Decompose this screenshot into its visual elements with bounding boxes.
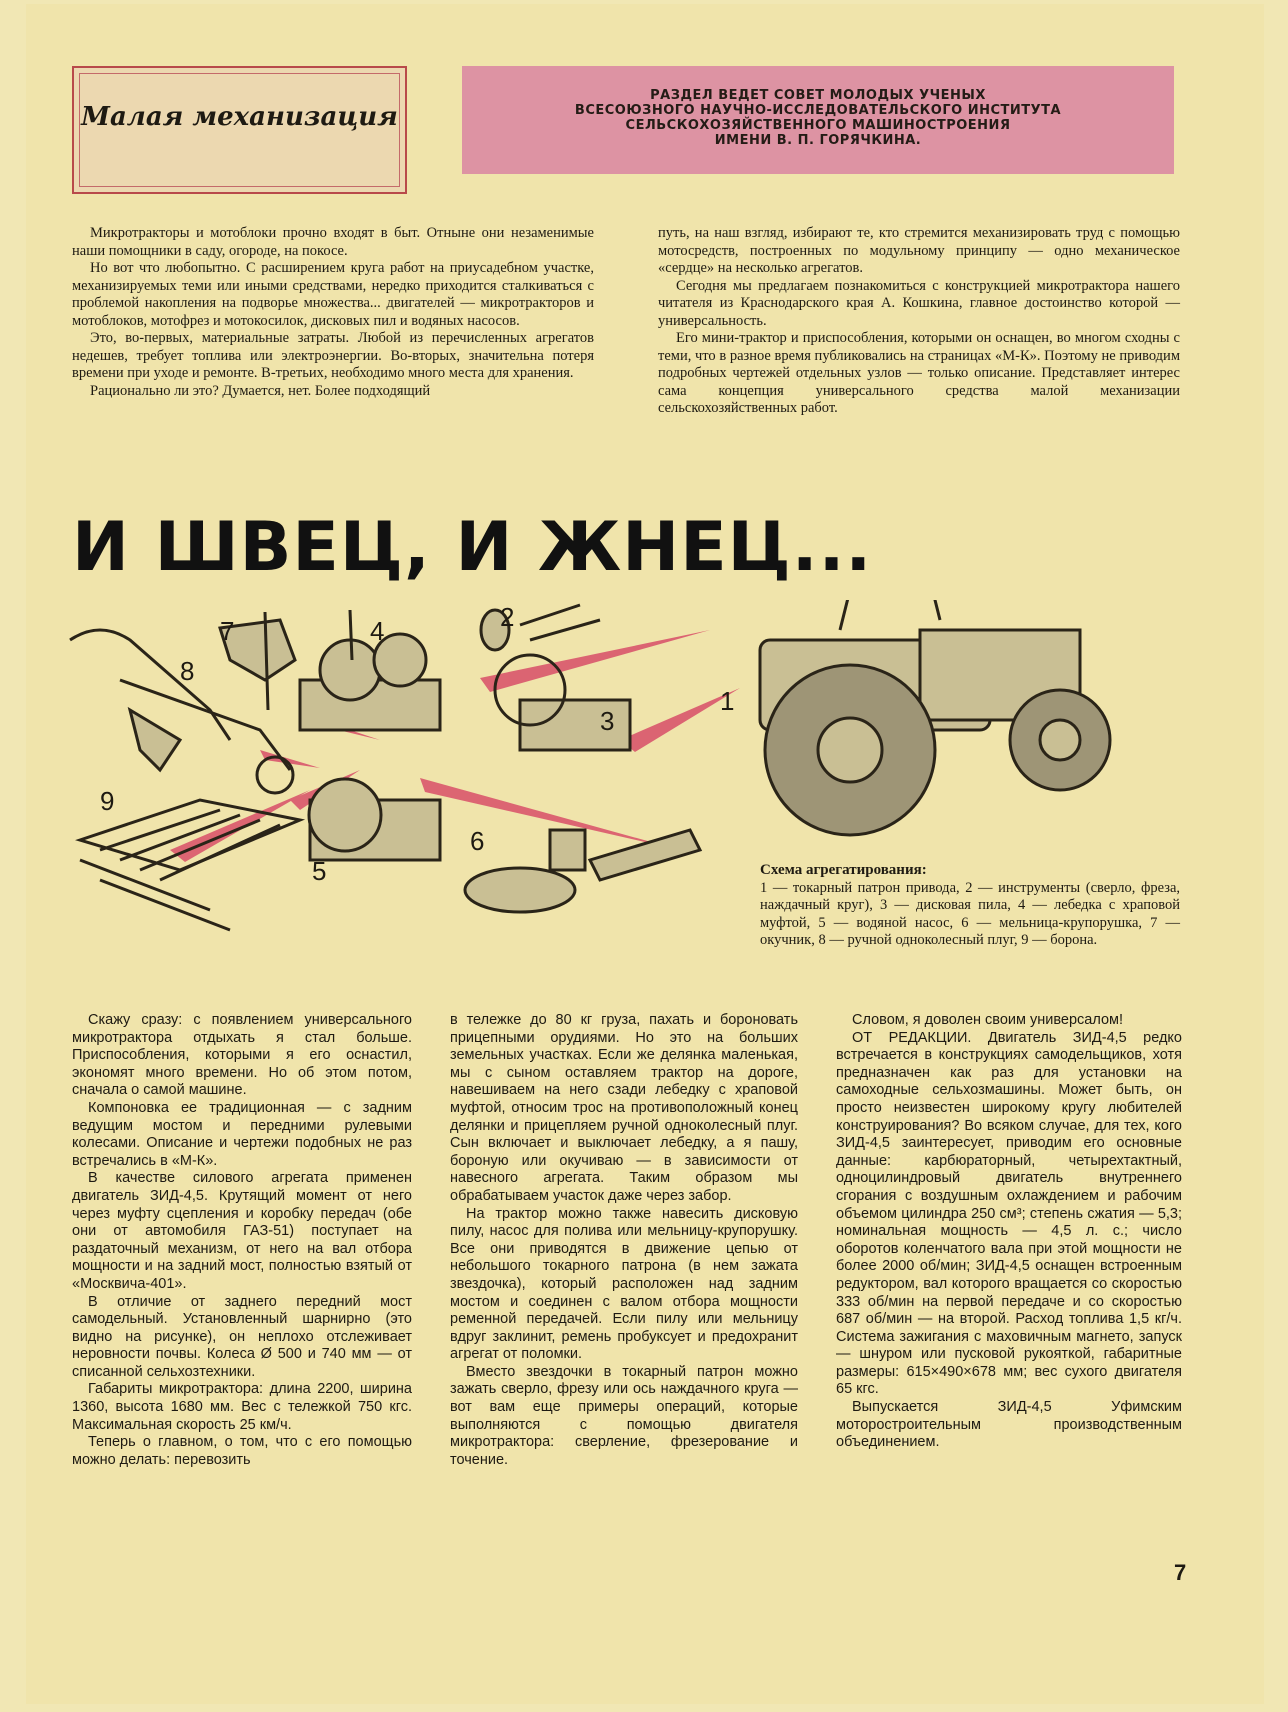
council-line: ИМЕНИ В. П. ГОРЯЧКИНА. [714,133,922,148]
figure-number: 2 [500,602,515,632]
article-column-3 [836,1012,1182,1452]
arrow-to-drill-tools [480,630,710,692]
council-line: СЕЛЬСКОХОЗЯЙСТВЕННОГО МАШИНОСТРОЕНИЯ [625,118,1011,133]
microtractor-drawing [760,600,1110,835]
article-paragraph: ОТ РЕДАКЦИИ. Двигатель ЗИД-4,5 редко встречается в конструкциях самодельщиков, хотя предназначен как раз для установки на самоходные сельхозмашины. Может быть, он просто неизвестен широкому кругу любителей конструирования? Во всяком случае, для тех, кого ЗИД-4,5 заинтересует, приводим его основные данные: карбюраторный, четырехтактный, одноцилиндровый двигатель внутреннего сгорания с воздушным охлаждением и рабочим объемом цилиндра 250 см³; степень сжатия — 5,3; номинальная мощность — 4,5 л. с.; число оборотов коленчатого вала при этой мощности не более 2000 об/мин; ЗИД-4,5 оснащен встроенным редуктором, вал которого вращается со скоростью 333 об/мин на первой передаче и со скоростью 687 об/мин — на второй. Расход топлива 1,5 кг/ч. Система зажигания с маховичным магнето, запуск — шнуром или пусковой рукояткой, габаритные размеры: 615×490×678 мм; вес сухого двигателя 65 кгс. [836,1029,1182,1398]
intro-left-column [72,225,594,400]
harrow-drawing [80,800,300,930]
pump-drawing [309,779,440,860]
intro-paragraph: Но вот что любопытно. С расширением круга работ на приусадебном участке, механизируемых теми или иными средствами, нередко приходится сталкиваться с проблемой накопления на подворье множества... двигателей — микротракторов и мотоблоков, мотофрез и мотокосилок, дисковых пил и водяных насосов. [72,260,594,329]
rubric-title: Малая механизация [81,102,398,132]
intro-paragraph: Рационально ли это? Думается, нет. Более подходящий [90,382,431,399]
article-paragraph: Вместо звездочки в токарный патрон можно зажать сверло, фрезу или ось наждачного круга — вот вам еще примеры операций, которые выполняются с помощью двигателя микротрактора: сверление, фрезерование и точение. [450,1363,798,1468]
article-paragraph: На трактор можно также навесить дисковую пилу, насос для полива или мельницу-крупорушку. Все они приводятся в движение цепью от небольшого токарного патрона (в нем зажата звездочка), который расположен над задним мостом и соединен с валом отбора мощности ременной передачей. Если пилу или мельницу вдруг заклинит, ремень пробуксует и предохранит агрегат от поломки. [450,1205,798,1363]
figure-number: 9 [100,786,115,816]
page-number: 7 [1174,1560,1187,1585]
article-column-2 [450,1012,798,1469]
headline: И ШВЕЦ, И ЖНЕЦ... [72,508,873,587]
council-line: ВСЕСОЮЗНОГО НАУЧНО-ИССЛЕДОВАТЕЛЬСКОГО ИНСТИТУТА [574,103,1062,118]
figure-number: 7 [220,616,235,646]
article-paragraph: В отличие от заднего передний мост самодельный. Установленный шарнирно (это видно на рисунке), он неплохо отслеживает неровности почвы. Колеса Ø 500 и 740 мм — от списанной сельхозтехники. [72,1293,412,1380]
mill-drawing [465,830,700,912]
figure-number: 6 [470,826,485,856]
intro-paragraph: Микротракторы и мотоблоки прочно входят в быт. Отныне они незаменимые наши помощники в саду, огороде, на покосе. [72,225,594,259]
article-column-1 [72,1012,412,1469]
council-line: РАЗДЕЛ ВЕДЕТ СОВЕТ МОЛОДЫХ УЧЕНЫХ [650,88,986,103]
caption-title: Схема агрегатирования: [760,862,927,878]
tools-drawing [481,605,600,650]
article-paragraph: В качестве силового агрегата применен двигатель ЗИД-4,5. Крутящий момент от него через муфту сцепления и коробку передач (обе они от автомобиля ГАЗ-51) поступает на раздаточный механизм, от него на вал отбора мощности и на задний мост, полностью взятый от «Москвича-401». [72,1170,412,1292]
intro-paragraph: Это, во-первых, материальные затраты. Любой из перечисленных агрегатов недешев, требует топлива или электроэнергии. Во-вторых, значительна потеря времени при уходе и ремонте. В-третьих, необходимо много места для хранения. [72,330,594,381]
figure-number: 8 [180,656,195,686]
rubric-box [72,66,407,194]
figure-caption [760,862,1180,950]
article-paragraph: Скажу сразу: с появлением универсального микротрактора отдыхать я стал больше. Приспособления, которыми я его оснастил, экономят много времени. Но об этом потом, сначала о самой машине. [72,1012,412,1099]
intro-paragraph: путь, на наш взгляд, избирают те, кто стремится механизировать труд с помощью мотосредств, построенных по модульному принципу — одно механическое «сердце» на несколько агрегатов. [658,225,1180,276]
figure-number: 1 [720,686,735,716]
figure-number: 4 [370,616,385,646]
council-banner [462,66,1174,174]
caption-text: 1 — токарный патрон привода, 2 — инструменты (сверло, фреза, наждачный круг), 3 — дисковая пила, 4 — лебедка с храповой муфтой, 5 — водяной насос, 6 — мельница-крупорушка, 7 — окучник, 8 — ручной одноколесный плуг, 9 — борона. [760,879,1180,948]
intro-right-column [658,225,1180,418]
article-paragraph: Габариты микротрактора: длина 2200, ширина 1360, высота 1680 мм. Вес с тележкой 750 кгс. Максимальная скорость 25 км/ч. [72,1381,412,1433]
intro-paragraph: Его мини-трактор и приспособления, которыми он оснащен, во многом сходны с теми, что в разное время публиковались на страницах «М-К». Поэтому не приводим подробных чертежей отдельных узлов — только описание. Представляет интерес сама концепция универсального средства малой механизации сельскохозяйственных работ. [658,330,1180,416]
article-paragraph: Компоновка ее традиционная — с задним ведущим мостом и передними рулевыми колесами. Описание и чертежи подобных не раз встречались в «М-К». [72,1099,412,1169]
article-paragraph: Словом, я доволен своим универсалом! [852,1012,1124,1028]
article-paragraph: Теперь о главном, о том, что с его помощью можно делать: перевозить [72,1434,412,1468]
figure-number: 5 [312,856,327,886]
article-paragraph: в тележке до 80 кг груза, пахать и бороновать прицепными орудиями. Но это на больших земельных участках. Если же делянка маленькая, мы с сыном оставляем трактор на дороге, навешиваем на него сзади лебедку с храповой муфтой, относим трос на противоположный конец делянки и прицепляем ручной одноколесный плуг. Сын включает и выключает лебедку, а я пашу, бороную или окучиваю — в зависимости от навесного агрегата. Таким образом мы обрабатываем участок даже через забор. [450,1012,798,1204]
article-paragraph: Выпускается ЗИД-4,5 Уфимским моторостроительным производственным объединением. [836,1399,1182,1451]
intro-paragraph: Сегодня мы предлагаем познакомиться с конструкцией микротрактора нашего читателя из Краснодарского края А. Кошкина, главное достоинство которой — универсальность. [658,277,1180,329]
figure-number: 3 [600,706,615,736]
